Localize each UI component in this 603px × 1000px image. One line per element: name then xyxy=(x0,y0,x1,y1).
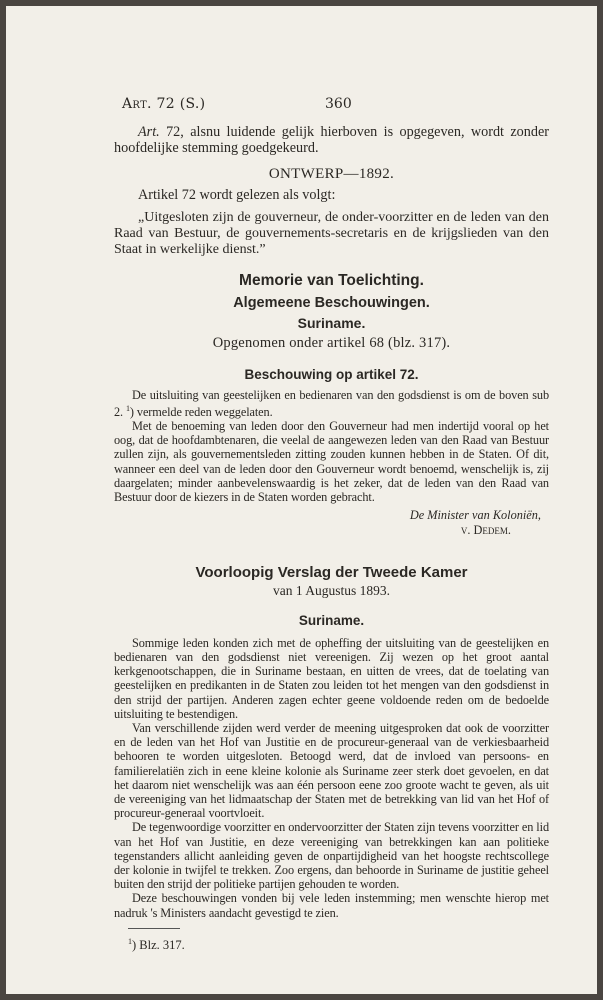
section-title: Beschouwing op artikel 72. xyxy=(244,366,419,382)
footnote xyxy=(128,937,549,953)
footnote-text: ) Blz. 317. xyxy=(132,937,185,952)
art-label: Art. xyxy=(138,124,160,140)
verslag-paragraph-2: Van verschillende zijden werd verder de meening uitgesproken dat ook de voorzitter en de leden van het Hof van Justitie en de procureur-generaal van de verkiesbaarheid behooren te worden uitgesloten. Betoogd werd, dat de invloed van persoons- en familierelatiën zich in eene kleine kolonie als Suriname zeer sterk doet gevoelen, en dat het daarom niet wenschelijk was aan één persoon eene zoo groote wacht te geven, als uit de vereeniging van het lidmaatschap der Staten met de betrekking van lid van het Hof of procureur-generaal voortvloeit. xyxy=(114,720,549,821)
memorie-reference: Opgenomen onder artikel 68 (blz. 317). xyxy=(212,335,451,351)
page-header xyxy=(122,96,557,116)
signature-block xyxy=(114,508,541,538)
verslag-title: Voorloopig Verslag der Tweede Kamer xyxy=(195,564,468,582)
ontwerp-heading: ONTWERP—1892. xyxy=(268,166,395,182)
running-title: Art. 72 (S.) xyxy=(122,96,206,112)
verslag-paragraph-4: Deze beschouwingen vonden bij vele leden instemming; men wenschte hierop met nadruk 's Ministers aandacht gevestigd te zien. xyxy=(114,891,549,920)
memorie-paragraph-1-b: ) vermelde reden weggelaten. xyxy=(129,404,273,419)
document-page xyxy=(6,6,597,994)
memorie-colony: Suriname. xyxy=(297,315,366,331)
page-content xyxy=(114,124,549,953)
footnote-ref: 1 xyxy=(126,403,130,413)
verslag-paragraph-3: De tegenwoordige voorzitter en ondervoorzitter der Staten zijn tevens voorzitter en lid van het Hof van Justitie, en deze vereeniging van betrekkingen kan aan politieke tegenstanders allicht aanleiding geven de onpartijdigheid van het hoogste rechtscollege der kolonie in twijfel te trekken. Zoo ergens, dan behoorde in Suriname de justitie geheel buiten den strijd der politieke partijen gehouden te worden. xyxy=(114,820,549,892)
memorie-paragraph-1-a: De uitsluiting van geestelijken en bedienaren van den godsdienst is om de boven sub 2. xyxy=(114,387,549,419)
signature-role: De Minister van Koloniën, xyxy=(409,508,541,523)
signature-name: v. Dedem. xyxy=(460,523,511,538)
page-number: 360 xyxy=(325,96,352,112)
ontwerp-quote: „Uitgesloten zijn de gouverneur, de onder-voorzitter en de leden van den Raad van Bestuur, de gouvernements-secretaris en de krijgslieden van den Staat in werkelijke dienst.” xyxy=(114,210,549,257)
ontwerp-lead: Artikel 72 wordt gelezen als volgt: xyxy=(138,187,336,203)
intro-paragraph xyxy=(114,124,549,156)
memorie-subtitle: Algemeene Beschouwingen. xyxy=(233,295,430,311)
verslag-paragraph-1: Sommige leden konden zich met de opheffing der uitsluiting van de geestelijken en bedienaren van den godsdienst niet vereenigen. Zij wezen op het groot aantal kerkgenootschappen, die in Suriname bestaan, en uitten de vrees, dat de toelating van geestelijken en predikanten in de Staten zou leiden tot het mengen van den godsdienst in den strijd der partijen. Anderen zagen echter geene voldoende reden om de bedoelde uitsluiting te bestendigen. xyxy=(114,635,549,721)
memorie-title: Memorie van Toelichting. xyxy=(239,272,424,289)
footnote-marker: 1 xyxy=(128,936,132,946)
memorie-paragraph-1 xyxy=(114,388,549,420)
intro-text: 72, alsnu luidende gelijk hierboven is opgegeven, wordt zonder hoofdelijke stemming goedgekeurd. xyxy=(114,124,549,156)
verslag-colony: Suriname. xyxy=(298,612,365,628)
footnote-rule xyxy=(128,928,180,929)
memorie-paragraph-2: Met de benoeming van leden door den Gouverneur had men indertijd vooral op het oog, dat de hoofdambtenaren, die veelal de aangewezen leden van den Raad van Bestuur zullen zijn, als gouvernementsleden zitting zouden kunnen hebben in de Staten. Of dit, wanneer een deel van de leden door den Gouverneur wordt benoemd, wenschelijk is, zij daargelaten; minder aanbevelenswaardig is het zeker, dat de leden van den Raad van Bestuur door de kiezers in de Staten worden gebracht. xyxy=(114,419,549,505)
verslag-date: van 1 Augustus 1893. xyxy=(272,583,390,599)
